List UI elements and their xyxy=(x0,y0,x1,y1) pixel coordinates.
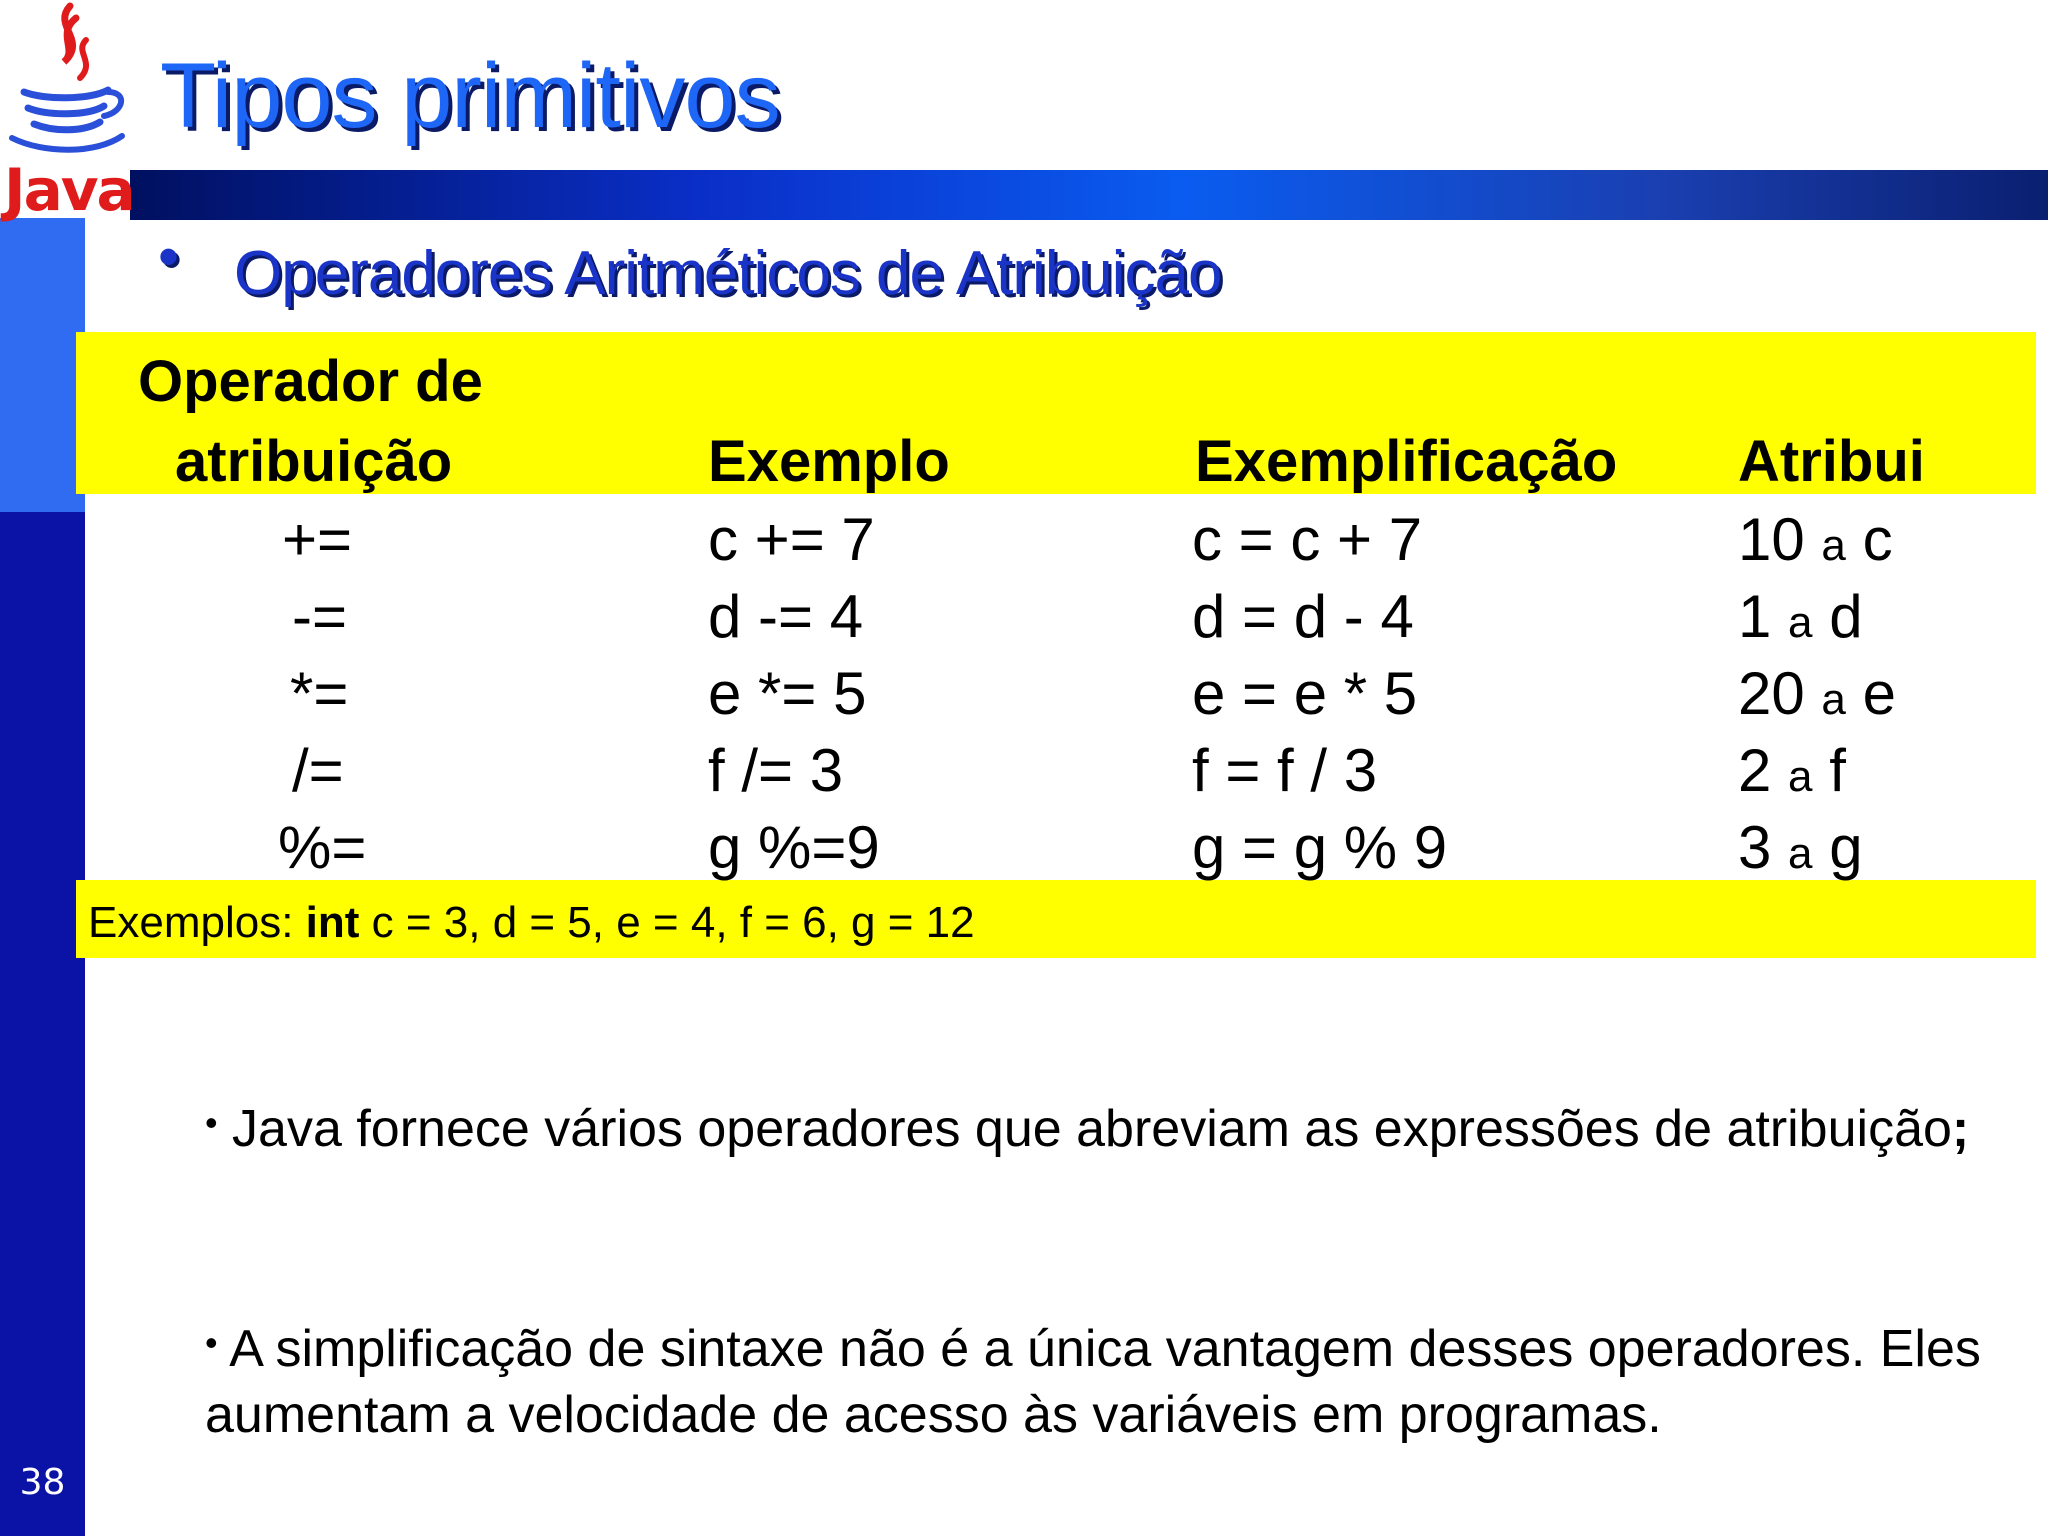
row-atribui xyxy=(1738,813,1863,882)
row-exemplificacao: c = c + 7 xyxy=(1192,506,1423,573)
examples-keyword: int xyxy=(305,898,360,947)
slide-title: Tipos primitivos xyxy=(160,45,780,147)
row-valor: 10 xyxy=(1738,506,1805,573)
row-operador: %= xyxy=(278,814,367,881)
row-exemplificacao: f = f / 3 xyxy=(1192,737,1378,804)
row-a: a xyxy=(1821,521,1846,570)
row-a: a xyxy=(1788,598,1813,647)
header-operador-line2: atribuição xyxy=(175,429,453,494)
row-exemplo: g %=9 xyxy=(708,814,880,881)
header-atribui: Atribui xyxy=(1738,429,1925,494)
row-valor: 2 xyxy=(1738,737,1772,804)
row-exemplificacao: e = e * 5 xyxy=(1192,660,1418,727)
sidebar-upper xyxy=(0,218,85,512)
row-atribui xyxy=(1738,582,1863,651)
note-1-text: Java fornece vários operadores que abreviam as expressões de atribuição xyxy=(217,1100,1952,1158)
slide-subtitle: Operadores Aritméticos de Atribuição xyxy=(234,239,1222,308)
row-var: g xyxy=(1829,814,1863,881)
note-2 xyxy=(205,1316,1985,1448)
row-exemplificacao: d = d - 4 xyxy=(1192,583,1414,650)
row-exemplo: e *= 5 xyxy=(708,660,867,727)
row-a: a xyxy=(1821,675,1846,724)
examples-values: c = 3, d = 5, e = 4, f = 6, g = 12 xyxy=(359,898,975,947)
java-logo xyxy=(4,0,134,224)
note-1-end: ; xyxy=(1951,1100,1970,1158)
row-valor: 3 xyxy=(1738,814,1772,881)
row-var: e xyxy=(1862,660,1896,727)
row-operador: *= xyxy=(290,660,349,727)
slide-number: 38 xyxy=(19,1462,66,1503)
row-var: d xyxy=(1829,583,1863,650)
sidebar-lower xyxy=(0,512,85,1536)
java-cup-icon xyxy=(4,0,130,160)
row-a: a xyxy=(1788,829,1813,878)
row-operador: += xyxy=(282,506,353,573)
examples-line xyxy=(88,898,975,948)
row-exemplificacao: g = g % 9 xyxy=(1192,814,1448,881)
examples-label: Exemplos: xyxy=(88,898,306,947)
row-atribui xyxy=(1738,736,1846,805)
row-valor: 20 xyxy=(1738,660,1805,727)
header-exemplo: Exemplo xyxy=(708,429,950,494)
java-logo-text: Java xyxy=(4,156,134,224)
row-a: a xyxy=(1788,752,1813,801)
row-operador: -= xyxy=(292,583,348,650)
header-exemplificacao: Exemplificação xyxy=(1195,429,1618,494)
row-var: c xyxy=(1862,506,1893,573)
row-exemplo: f /= 3 xyxy=(708,737,844,804)
note-2-text: A simplificação de sintaxe não é a única vantagem desses operadores. Eles aumentam a velocidade de acesso às variáveis em programas. xyxy=(205,1320,1981,1444)
row-valor: 1 xyxy=(1738,583,1772,650)
note-bullet: • xyxy=(205,1102,218,1143)
row-exemplo: d -= 4 xyxy=(708,583,864,650)
row-atribui xyxy=(1738,659,1896,728)
row-operador: /= xyxy=(292,737,344,804)
note-1 xyxy=(205,1096,1985,1162)
header-operador-line1: Operador de xyxy=(138,349,483,414)
subtitle-bullet: • xyxy=(158,223,180,290)
header-bar xyxy=(130,170,2048,220)
row-var: f xyxy=(1829,737,1846,804)
row-exemplo: c += 7 xyxy=(708,506,875,573)
note-bullet: • xyxy=(205,1322,218,1363)
row-atribui xyxy=(1738,505,1893,574)
